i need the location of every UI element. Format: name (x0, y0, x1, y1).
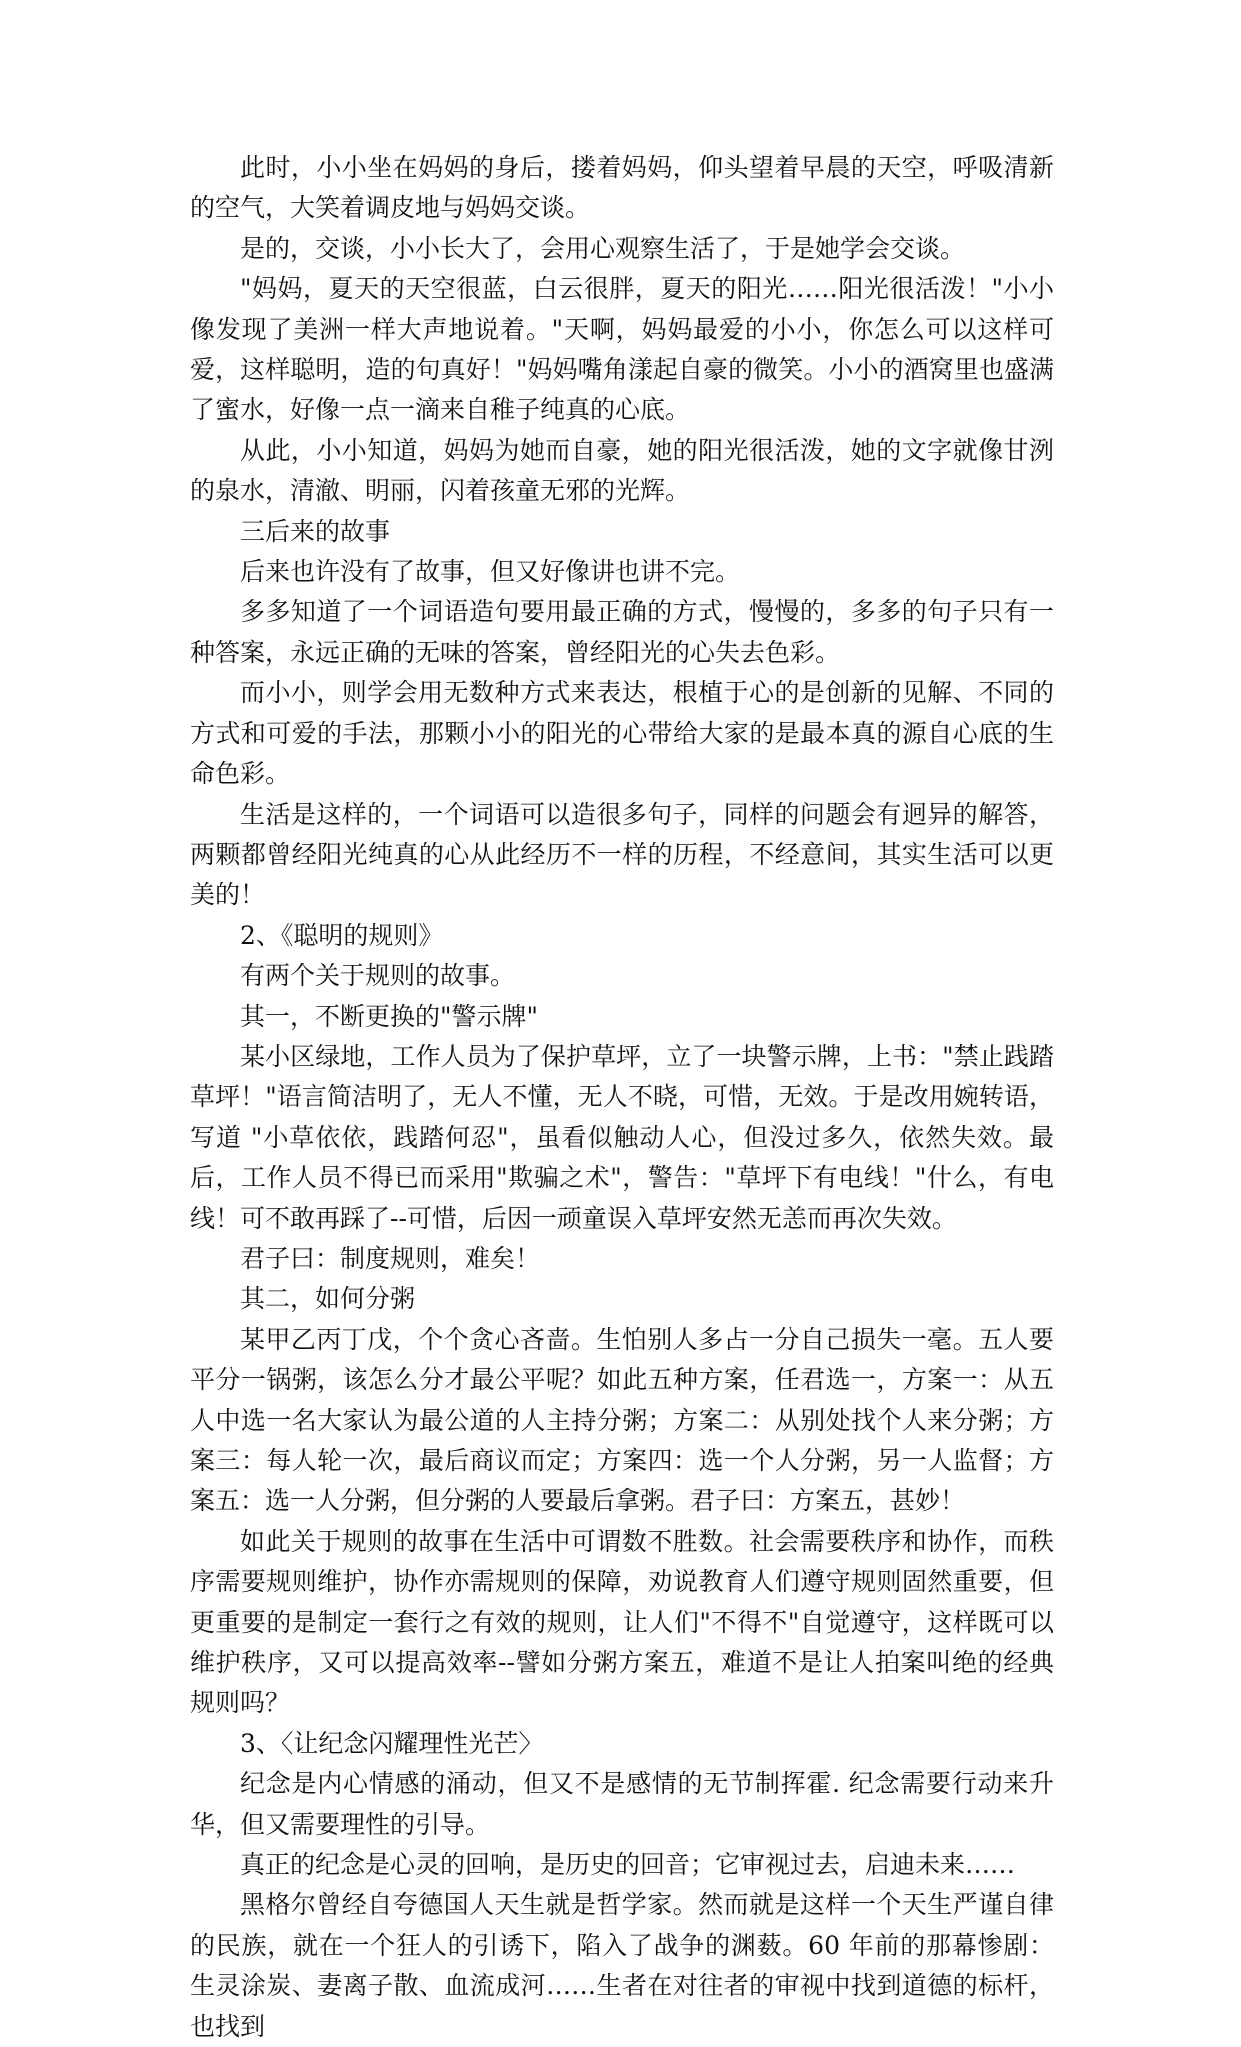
paragraph: 如此关于规则的故事在生活中可谓数不胜数。社会需要秩序和协作，而秩序需要规则维护，协作亦需规则的保障，劝说教育人们遵守规则固然重要，但更重要的是制定一套行之有效的规则，让人们"不得不"自觉遵守，这样既可以维护秩序，又可以提高效率--譬如分粥方案五，难道不是让人拍案叫绝的经典规则吗？ (190, 1526, 1054, 1718)
paragraph: 后来也许没有了故事，但又好像讲也讲不完。 (240, 557, 741, 587)
paragraph: 有两个关于规则的故事。 (240, 961, 516, 991)
paragraph: 此时，小小坐在妈妈的身后，搂着妈妈，仰头望着早晨的天空，呼吸清新的空气，大笑着调皮地与妈妈交谈。 (190, 153, 1054, 223)
subsection-heading: 其二，如何分粥 (240, 1284, 416, 1314)
paragraph: "妈妈，夏天的天空很蓝，白云很胖，夏天的阳光……阳光很活泼！"小小像发现了美洲一样大声地说着。"天啊，妈妈最爱的小小，你怎么可以这样可爱，这样聪明，造的句真好！"妈妈嘴角漾起自豪的微笑。小小的酒窝里也盛满了蜜水，好像一点一滴来自稚子纯真的心底。 (190, 274, 1054, 425)
paragraph: 多多知道了一个词语造句要用最正确的方式，慢慢的，多多的句子只有一种答案，永远正确的无味的答案，曾经阳光的心失去色彩。 (190, 597, 1054, 667)
section-heading: 2、《聪明的规则》 (240, 920, 444, 950)
section-heading: 3、〈让纪念闪耀理性光芒〉 (240, 1728, 544, 1758)
paragraph: 某小区绿地，工作人员为了保护草坪，立了一块警示牌，上书："禁止践踏草坪！"语言简洁明了，无人不懂，无人不晓，可惜，无效。于是改用婉转语，写道 "小草依依，践踏何忍"，虽看似触动人心，但没过多久，依然失效。最后，工作人员不得已而采用"欺骗之术"，警告："草坪下有电线！"什么，有电线！可不敢再踩了--可惜，后因一顽童误入草坪安然无恙而再次失效。 (190, 1041, 1054, 1233)
paragraph: 从此，小小知道，妈妈为她而自豪，她的阳光很活泼，她的文字就像甘洌的泉水，清澈、明丽，闪着孩童无邪的光辉。 (190, 435, 1054, 506)
paragraph: 黑格尔曾经自夸德国人天生就是哲学家。然而就是这样一个天生严谨自律的民族，就在一个狂人的引诱下，陷入了战争的渊薮。60 年前的那幕惨剧：生灵涂炭、妻离子散、血流成河……生者在对往者的审视中找到道德的标杆，也找到 (190, 1890, 1054, 2041)
paragraph: 某甲乙丙丁戊，个个贪心吝啬。生怕别人多占一分自己损失一毫。五人要平分一锅粥，该怎么分才最公平呢？如此五种方案，任君选一，方案一：从五人中选一名大家认为最公道的人主持分粥；方案二：从别处找个人来分粥；方案三：每人轮一次，最后商议而定；方案四：选一个人分粥，另一人监督；方案五：选一人分粥，但分粥的人要最后拿粥。君子曰：方案五，甚妙！ (190, 1324, 1054, 1516)
paragraph: 纪念是内心情感的涌动，但又不是感情的无节制挥霍. 纪念需要行动来升华，但又需要理性的引导。 (190, 1769, 1054, 1839)
section-heading: 三后来的故事 (240, 516, 391, 546)
paragraph: 君子曰：制度规则，难矣！ (240, 1243, 541, 1273)
paragraph: 而小小，则学会用无数种方式来表达，根植于心的是创新的见解、不同的方式和可爱的手法，那颗小小的阳光的心带给大家的是最本真的源自心底的生命色彩。 (190, 678, 1054, 789)
document-page (190, 148, 1054, 2047)
paragraph: 是的，交谈，小小长大了，会用心观察生活了，于是她学会交谈。 (240, 233, 966, 263)
paragraph: 生活是这样的，一个词语可以造很多句子，同样的问题会有迥异的解答，两颗都曾经阳光纯真的心从此经历不一样的历程，不经意间，其实生活可以更美的！ (190, 799, 1054, 910)
paragraph: 真正的纪念是心灵的回响，是历史的回音；它审视过去，启迪未来…… (240, 1850, 1016, 1880)
subsection-heading: 其一，不断更换的"警示牌" (240, 1001, 538, 1031)
